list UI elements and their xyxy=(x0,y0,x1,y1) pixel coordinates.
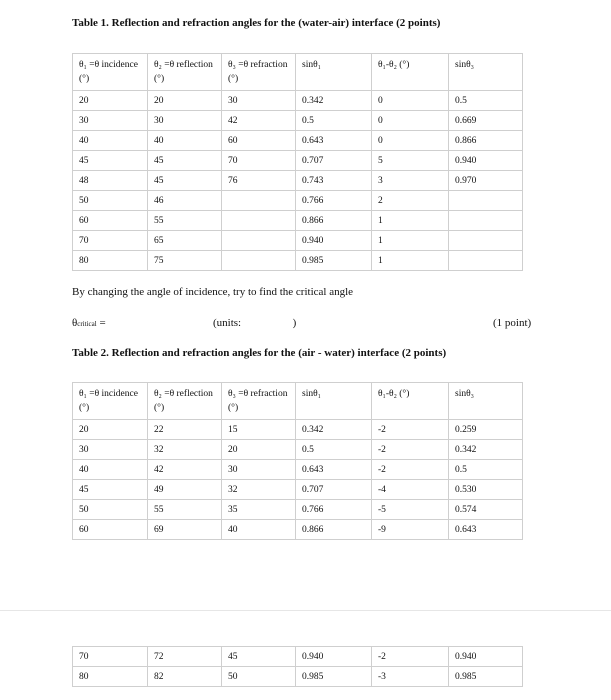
table-cell: -2 xyxy=(372,440,449,460)
table-cell: 0.970 xyxy=(449,171,523,191)
table-cell: 76 xyxy=(222,171,296,191)
column-header-unit: (°) xyxy=(154,403,165,413)
table-cell: 5 xyxy=(372,151,449,171)
table-cell: 2 xyxy=(372,191,449,211)
table-row xyxy=(73,480,523,500)
table-cell: 0.866 xyxy=(449,131,523,151)
table-cell: 0.707 xyxy=(296,480,372,500)
column-header-unit: (°) xyxy=(228,74,239,84)
column-header xyxy=(296,54,372,91)
table-cell: 0 xyxy=(372,91,449,111)
table-cell xyxy=(449,191,523,211)
table-cell: 30 xyxy=(222,91,296,111)
table-cell: -2 xyxy=(372,647,449,667)
table-cell xyxy=(449,231,523,251)
table-cell: 30 xyxy=(73,111,148,131)
column-header-label: θ₃ =θ refraction xyxy=(228,60,288,70)
table-row xyxy=(73,251,523,271)
table-cell: 42 xyxy=(222,111,296,131)
column-header-label: θ₁-θ₂ (°) xyxy=(378,60,410,70)
reflection-table-water-air xyxy=(72,53,523,271)
table-header-row xyxy=(73,383,523,420)
table-cell: 45 xyxy=(222,647,296,667)
column-header-label: θ₃ =θ refraction xyxy=(228,389,288,399)
table-cell: 1 xyxy=(372,231,449,251)
table-cell: 50 xyxy=(222,667,296,687)
units-close: ) xyxy=(292,317,297,329)
table-cell xyxy=(222,191,296,211)
column-header-unit: (°) xyxy=(79,74,90,84)
table-cell: 70 xyxy=(222,151,296,171)
table-cell: -2 xyxy=(372,420,449,440)
column-header-label: θ₁ =θ incidence xyxy=(79,60,138,70)
column-header xyxy=(372,383,449,420)
table-cell: 0.743 xyxy=(296,171,372,191)
table-row xyxy=(73,111,523,131)
critical-angle-label xyxy=(72,317,106,329)
table-cell: 0 xyxy=(372,131,449,151)
table-cell: 50 xyxy=(73,191,148,211)
column-header xyxy=(222,54,296,91)
column-header-label: θ₁-θ₂ (°) xyxy=(378,389,410,399)
table-cell: 49 xyxy=(148,480,222,500)
table-cell: 1 xyxy=(372,211,449,231)
column-header-label: sinθ₁ xyxy=(302,389,321,399)
table-cell: 0.574 xyxy=(449,500,523,520)
table-cell: 32 xyxy=(222,480,296,500)
table-cell: 0.342 xyxy=(449,440,523,460)
table-cell: 0.669 xyxy=(449,111,523,131)
table-cell: 0.643 xyxy=(296,131,372,151)
table-cell: 45 xyxy=(73,480,148,500)
column-header-label: θ₂ =θ reflection xyxy=(154,60,213,70)
table-cell: 42 xyxy=(148,460,222,480)
table-cell: 0.5 xyxy=(449,460,523,480)
table-cell: 82 xyxy=(148,667,222,687)
column-header-label: sinθ₃ xyxy=(455,389,474,399)
table-cell xyxy=(222,231,296,251)
table-cell: 60 xyxy=(73,520,148,540)
critical-subscript: critical xyxy=(77,320,97,328)
table-cell: 0.643 xyxy=(449,520,523,540)
table-cell: 70 xyxy=(73,647,148,667)
table-cell xyxy=(222,251,296,271)
table-row xyxy=(73,460,523,480)
table1-title: Table 1. Reflection and refraction angles for the (water-air) interface (2 points) xyxy=(72,17,441,29)
table-cell: 72 xyxy=(148,647,222,667)
column-header-label: sinθ₁ xyxy=(302,60,321,70)
table-cell: 55 xyxy=(148,500,222,520)
table-cell: 32 xyxy=(148,440,222,460)
table-cell: 48 xyxy=(73,171,148,191)
table-cell: -4 xyxy=(372,480,449,500)
table-cell: 20 xyxy=(222,440,296,460)
table-cell: 22 xyxy=(148,420,222,440)
table-cell: 0.707 xyxy=(296,151,372,171)
column-header xyxy=(73,383,148,420)
table-cell: 0.259 xyxy=(449,420,523,440)
equals-sign: = xyxy=(99,317,106,329)
table-row xyxy=(73,91,523,111)
table-header-row xyxy=(73,54,523,91)
column-header-unit: (°) xyxy=(228,403,239,413)
table-cell: 20 xyxy=(148,91,222,111)
units-field xyxy=(213,317,296,329)
table-cell: 0.342 xyxy=(296,420,372,440)
table-cell: 40 xyxy=(73,460,148,480)
critical-points: (1 point) xyxy=(493,317,532,329)
table-row xyxy=(73,211,523,231)
table-cell: 0.766 xyxy=(296,191,372,211)
table-cell: 65 xyxy=(148,231,222,251)
table-row xyxy=(73,131,523,151)
table-cell: 45 xyxy=(148,151,222,171)
column-header-label: θ₁ =θ incidence xyxy=(79,389,138,399)
column-header-label: sinθ₃ xyxy=(455,60,474,70)
table-cell: 80 xyxy=(73,667,148,687)
table-row xyxy=(73,440,523,460)
table-cell: 45 xyxy=(148,171,222,191)
reflection-table-air-water xyxy=(72,382,523,540)
table-cell: -5 xyxy=(372,500,449,520)
table-cell: 0.985 xyxy=(296,251,372,271)
table-cell: 35 xyxy=(222,500,296,520)
table-cell: 15 xyxy=(222,420,296,440)
table-cell: 20 xyxy=(73,91,148,111)
column-header-unit: (°) xyxy=(154,74,165,84)
table-cell: 0.5 xyxy=(296,111,372,131)
table-cell: 40 xyxy=(73,131,148,151)
table-cell: 0.940 xyxy=(296,647,372,667)
table-cell: 0.866 xyxy=(296,520,372,540)
column-header xyxy=(73,54,148,91)
table-row xyxy=(73,151,523,171)
table-cell xyxy=(449,211,523,231)
table-cell: 30 xyxy=(222,460,296,480)
table-cell: 0.866 xyxy=(296,211,372,231)
table-row xyxy=(73,500,523,520)
table-cell: 3 xyxy=(372,171,449,191)
table-cell: -3 xyxy=(372,667,449,687)
theta-symbol: θ xyxy=(72,317,78,329)
table-cell: -9 xyxy=(372,520,449,540)
table-cell: 60 xyxy=(73,211,148,231)
table-cell: 0.940 xyxy=(449,647,523,667)
units-label: (units: xyxy=(213,317,242,329)
table-cell: 80 xyxy=(73,251,148,271)
table-cell: 60 xyxy=(222,131,296,151)
table-cell: 0.985 xyxy=(296,667,372,687)
table-cell: 0 xyxy=(372,111,449,131)
column-header xyxy=(296,383,372,420)
table-row xyxy=(73,520,523,540)
column-header xyxy=(222,383,296,420)
table-row xyxy=(73,647,523,667)
column-header xyxy=(449,54,523,91)
table-cell: 0.5 xyxy=(296,440,372,460)
critical-angle-prompt: By changing the angle of incidence, try to find the critical angle xyxy=(72,286,354,298)
table-cell: 0.5 xyxy=(449,91,523,111)
table2-title: Table 2. Reflection and refraction angles for the (air - water) interface (2 points) xyxy=(72,347,447,359)
table-cell: 0.985 xyxy=(449,667,523,687)
table-cell: 30 xyxy=(148,111,222,131)
table-row xyxy=(73,171,523,191)
table-cell: 30 xyxy=(73,440,148,460)
table-cell: 45 xyxy=(73,151,148,171)
table-row xyxy=(73,667,523,687)
table-cell: 0.530 xyxy=(449,480,523,500)
table-row xyxy=(73,191,523,211)
table-cell: 55 xyxy=(148,211,222,231)
column-header xyxy=(372,54,449,91)
table-row xyxy=(73,420,523,440)
table-cell: 75 xyxy=(148,251,222,271)
table-cell xyxy=(449,251,523,271)
table-cell: 0.643 xyxy=(296,460,372,480)
table-cell: 69 xyxy=(148,520,222,540)
table-cell: 0.940 xyxy=(449,151,523,171)
table-row xyxy=(73,231,523,251)
table-cell: 20 xyxy=(73,420,148,440)
table-cell: 70 xyxy=(73,231,148,251)
column-header xyxy=(148,383,222,420)
table-cell: 50 xyxy=(73,500,148,520)
page-break-divider xyxy=(0,610,611,611)
table-cell: 1 xyxy=(372,251,449,271)
table-cell xyxy=(222,211,296,231)
column-header xyxy=(148,54,222,91)
column-header-label: θ₂ =θ reflection xyxy=(154,389,213,399)
table-cell: 46 xyxy=(148,191,222,211)
table-cell: 0.940 xyxy=(296,231,372,251)
table-cell: -2 xyxy=(372,460,449,480)
column-header xyxy=(449,383,523,420)
table-cell: 40 xyxy=(222,520,296,540)
table-cell: 0.766 xyxy=(296,500,372,520)
reflection-table-air-water-continued xyxy=(72,646,523,687)
table-cell: 40 xyxy=(148,131,222,151)
column-header-unit: (°) xyxy=(79,403,90,413)
table-cell: 0.342 xyxy=(296,91,372,111)
